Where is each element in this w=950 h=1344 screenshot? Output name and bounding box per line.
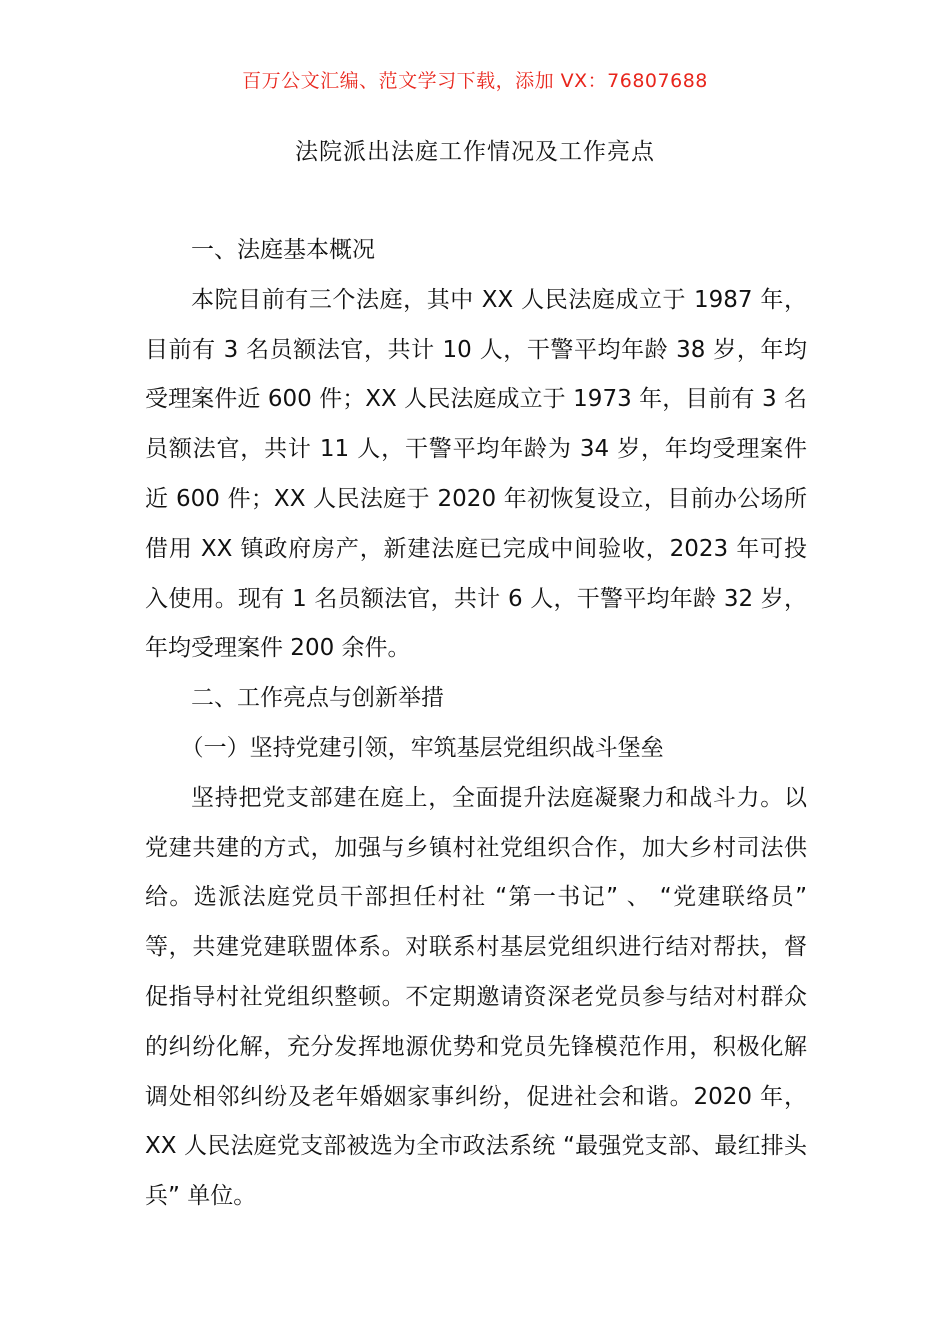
- section-heading-highlights: 二、工作亮点与创新举措: [191, 685, 444, 712]
- document-title: 法院派出法庭工作情况及工作亮点: [295, 139, 655, 165]
- subsection-heading-party-building: （一）坚持党建引领，牢筑基层党组织战斗堡垒: [180, 734, 664, 761]
- party-building-paragraph: 坚持把党支部建在庭上，全面提升法庭凝聚力和战斗力。以党建共建的方式，加强与乡镇村社党组织合作，加大乡村司法供给。选派法庭党员干部担任村社 “第一书记” 、 “党建联络员” 等，共建党建联盟体系。对联系村基层党组织进行结对帮扶，督促指导村社党组织整顿。不定期邀请资深老党员参与结对村群众的纠纷化解，充分发挥地源优势和党员先锋模范作用，积极化解调处相邻纠纷及老年婚姻家事纠纷，促进社会和谐。2020 年，XX 人民法庭党支部被选为全市政法系统 “最强党支部、最红排头兵” 单位。: [145, 784, 807, 1210]
- section-heading-overview: 一、法庭基本概况: [191, 237, 375, 263]
- overview-paragraph: 本院目前有三个法庭，其中 XX 人民法庭成立于 1987 年，目前有 3 名员额法官，共计 10 人，干警平均年龄 38 岁，年均受理案件近 600 件；XX 人民法庭成立于 1973 年，目前有 3 名员额法官，共计 11 人，干警平均年龄为 34 岁，年均受理案件近 600 件；XX 人民法庭于 2020 年初恢复设立，目前办公场所借用 XX 镇政府房产，新建法庭已完成中间验收，2023 年可投入使用。现有 1 名员额法官，共计 6 人，干警平均年龄 32 岁，年均受理案件 200 余件。: [145, 286, 807, 662]
- promo-banner: 百万公文汇编、范文学习下载，添加 VX：76807688: [242, 70, 708, 92]
- document-body: [145, 226, 807, 1222]
